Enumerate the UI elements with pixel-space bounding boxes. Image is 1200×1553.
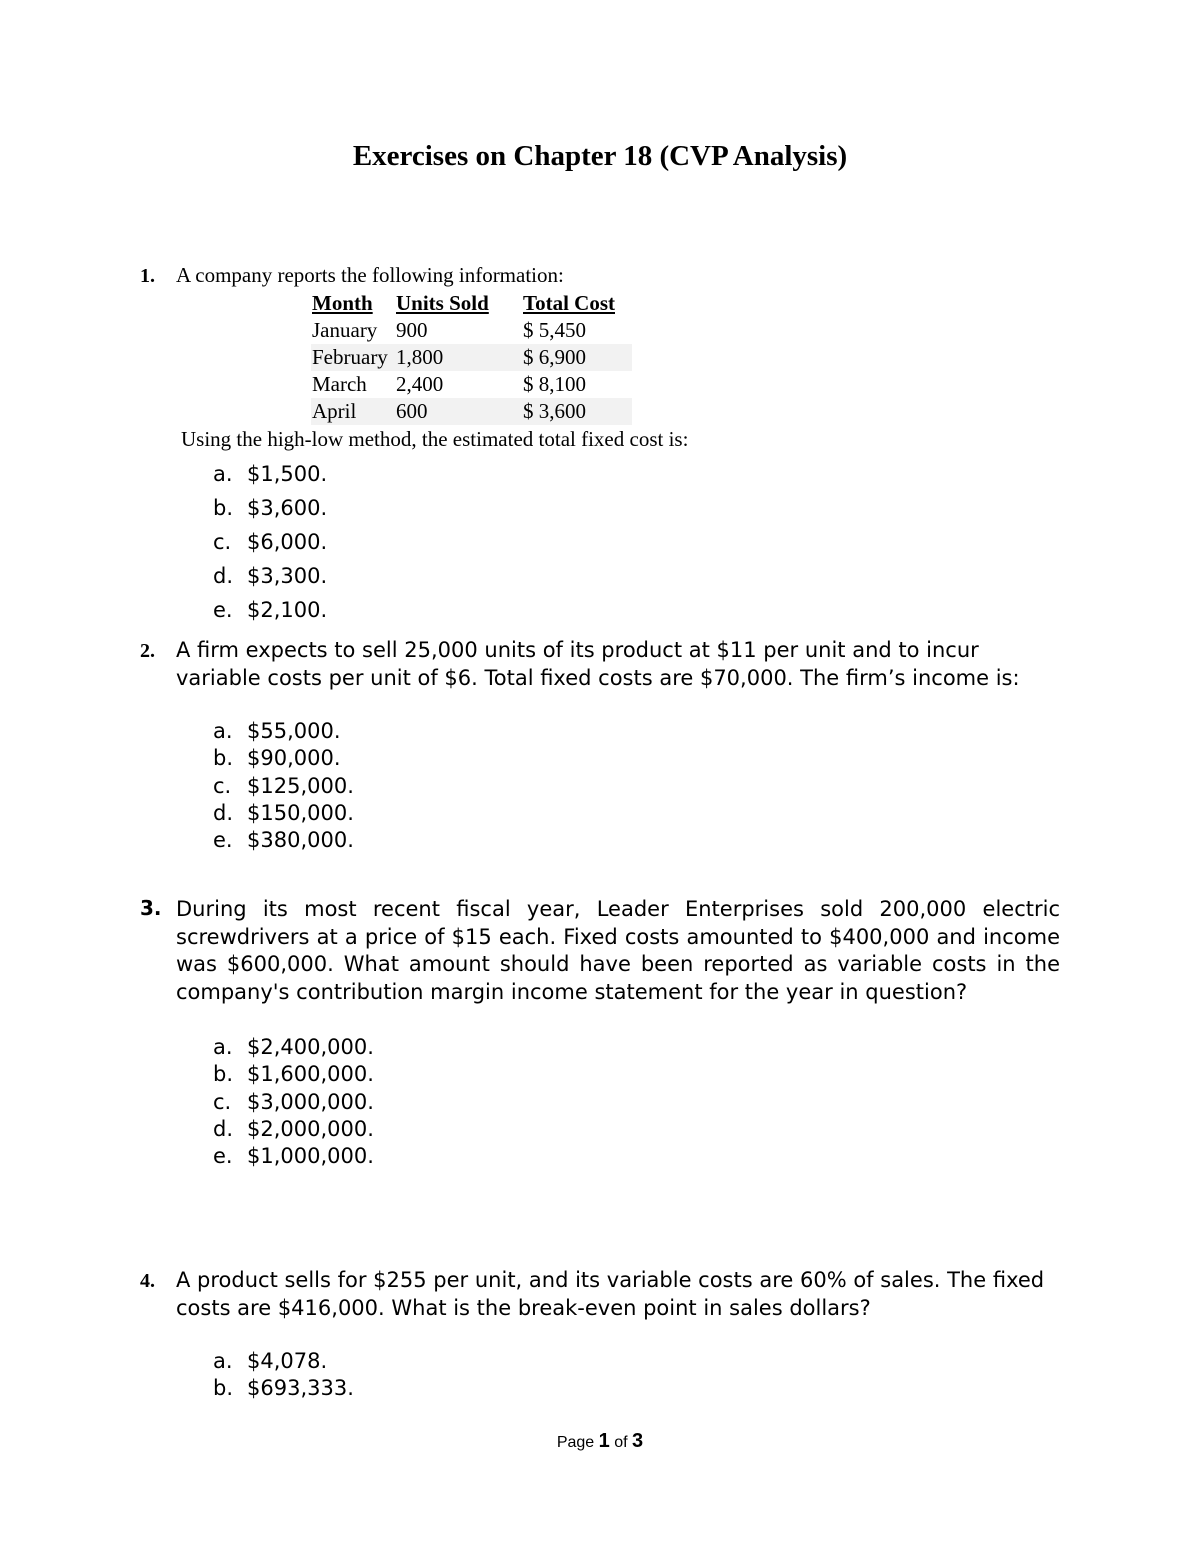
question-2-number: 2. [140, 640, 155, 662]
table-cell: February [311, 344, 395, 371]
option-text: $3,600. [247, 496, 328, 520]
option-text: $2,400,000. [247, 1035, 374, 1059]
option-item[interactable] [213, 718, 354, 745]
option-text: $693,333. [247, 1376, 354, 1401]
option-item[interactable] [213, 593, 327, 627]
option-item[interactable] [213, 1116, 374, 1143]
option-text: $1,500. [247, 462, 328, 486]
option-item[interactable] [213, 525, 327, 559]
question-4-stem: A product sells for $255 per unit, and its variable costs are 60% of sales. The fixed costs are $416,000. What is the break-even point in sales dollars? [176, 1268, 1045, 1320]
option-letter: b. [213, 1062, 234, 1087]
table-cell: $ 5,450 [523, 318, 586, 342]
table-row [311, 344, 632, 371]
option-letter: d. [213, 1116, 234, 1141]
footer-total-pages: 3 [632, 1430, 644, 1452]
option-text: $55,000. [247, 719, 341, 743]
question-3-options [213, 1034, 374, 1170]
option-item[interactable] [213, 491, 327, 525]
option-letter: c. [213, 773, 232, 798]
option-item[interactable] [213, 1375, 354, 1402]
option-item[interactable] [213, 1034, 374, 1061]
table-cell: January [312, 318, 378, 342]
table-cell: 900 [396, 318, 428, 342]
question-1-options [213, 457, 327, 627]
question-4-number: 4. [140, 1270, 155, 1292]
option-item[interactable] [213, 1089, 374, 1116]
option-text: $3,000,000. [247, 1089, 374, 1114]
question-2-stem: A firm expects to sell 25,000 units of its product at $11 per unit and to incur variable costs per unit of $6. Total fixed costs are $70,000. The firm’s income is: [176, 638, 1020, 690]
option-text: $2,000,000. [247, 1116, 374, 1141]
table-cell: March [312, 372, 367, 396]
option-item[interactable] [213, 559, 327, 593]
table-row [311, 317, 632, 344]
table-header-row [311, 290, 632, 317]
table-cell: April [311, 398, 395, 425]
option-item[interactable] [213, 745, 354, 772]
question-2-options [213, 718, 354, 854]
table-cell: $ 8,100 [523, 372, 586, 396]
table-row [311, 371, 632, 398]
option-item[interactable] [213, 457, 327, 491]
option-letter: b. [213, 496, 234, 520]
option-text: $125,000. [247, 773, 354, 798]
option-letter: e. [213, 598, 233, 622]
option-letter: a. [213, 462, 233, 486]
option-text: $6,000. [247, 530, 328, 554]
option-text: $4,078. [247, 1349, 328, 1373]
option-letter: a. [213, 719, 233, 743]
question-3-number: 3. [140, 896, 162, 920]
option-letter: e. [213, 828, 233, 853]
footer-of-word: of [614, 1434, 628, 1451]
option-letter: e. [213, 1144, 233, 1169]
table-cell: 2,400 [396, 372, 444, 396]
option-letter: d. [213, 800, 234, 825]
question-4-options [213, 1348, 354, 1403]
footer-page-word: Page [556, 1434, 595, 1451]
footer-current-page: 1 [598, 1430, 610, 1452]
option-item[interactable] [213, 1143, 374, 1170]
question-1-stem: A company reports the following information: [176, 263, 564, 287]
table-cell: 1,800 [395, 344, 522, 371]
question-3-stem: During its most recent fiscal year, Leader Enterprises sold 200,000 electric screwdrivers at a price of $15 each. Fixed costs amounted to $400,000 and income was $600,000. What amount should have been reported as variable costs in the company's contribution margin income statement for the year in question? [176, 897, 1060, 1004]
option-text: $2,100. [247, 598, 328, 622]
page-title: Exercises on Chapter 18 (CVP Analysis) [352, 140, 848, 172]
table-row [311, 398, 632, 425]
table-header-month: Month [312, 291, 373, 315]
option-text: $90,000. [247, 746, 341, 771]
question-1-number: 1. [140, 265, 155, 287]
table-cell: 600 [395, 398, 522, 425]
page-footer [0, 1430, 1200, 1453]
option-text: $1,000,000. [247, 1144, 374, 1169]
option-item[interactable] [213, 1061, 374, 1088]
option-text: $380,000. [247, 828, 354, 853]
option-text: $150,000. [247, 800, 354, 825]
option-letter: c. [213, 530, 232, 554]
option-item[interactable] [213, 800, 354, 827]
option-letter: a. [213, 1035, 233, 1059]
table-header-cost: Total Cost [523, 291, 615, 315]
option-letter: c. [213, 1089, 232, 1114]
option-letter: a. [213, 1349, 233, 1373]
table-cell: $ 6,900 [522, 344, 632, 371]
option-letter: b. [213, 746, 234, 771]
table-header-units: Units Sold [396, 291, 489, 315]
cost-table [311, 290, 632, 425]
question-1-prompt: Using the high-low method, the estimated total fixed cost is: [181, 427, 689, 451]
option-letter: d. [213, 564, 234, 588]
option-item[interactable] [213, 1348, 354, 1375]
option-text: $3,300. [247, 564, 328, 588]
option-letter: b. [213, 1376, 234, 1401]
option-text: $1,600,000. [247, 1062, 374, 1087]
table-cell: $ 3,600 [522, 398, 632, 425]
option-item[interactable] [213, 773, 354, 800]
option-item[interactable] [213, 827, 354, 854]
